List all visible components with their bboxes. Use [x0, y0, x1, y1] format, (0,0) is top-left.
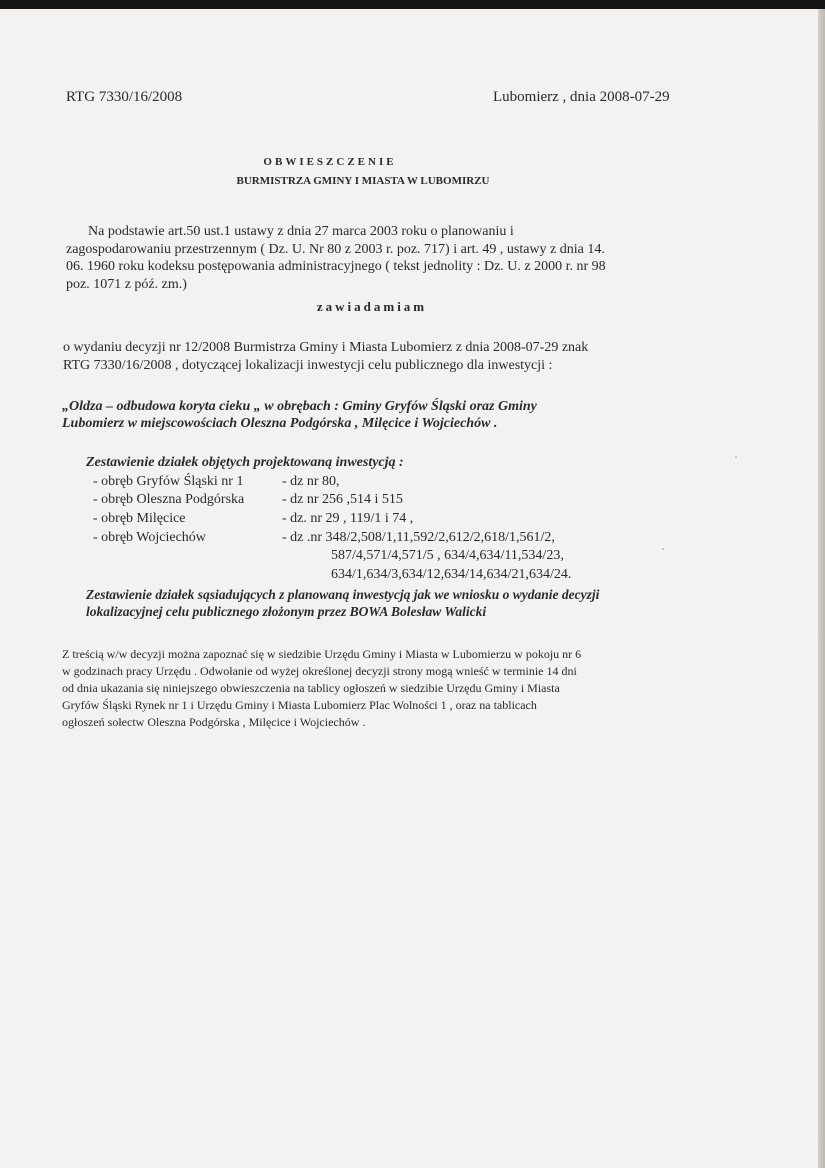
parcels-heading: Zestawienie działek objętych projektowaną inwestycją : — [86, 455, 404, 470]
parcel-area: - obręb Wojciechów — [93, 530, 206, 545]
paragraph-line: Z treścią w/w decyzji można zapoznać się w siedzibie Urzędu Gminy i Miasta w Lubomierzu w pokoju nr 6 — [62, 647, 582, 661]
project-title — [62, 398, 742, 432]
paragraph-line: zagospodarowaniu przestrzennym ( Dz. U. Nr 80 z 2003 r. poz. 717) i art. 49 , ustawy z dnia 14. — [66, 241, 605, 257]
paragraph-line: „Oldza – odbudowa koryta cieku „ w obrębach : Gminy Gryfów Śląski oraz Gminy — [62, 399, 537, 414]
paragraph-line: Zestawienie działek sąsiadujących z planowaną inwestycją jak we wniosku o wydanie decyzji — [86, 587, 600, 602]
closing-paragraph — [62, 646, 762, 731]
paragraph-line: Lubomierz w miejscowościach Oleszna Podgórska , Milęcice i Wojciechów . — [62, 416, 498, 431]
document-reference: RTG 7330/16/2008 — [66, 89, 183, 105]
legal-basis-paragraph — [66, 223, 726, 293]
neighbouring-parcels-note — [86, 586, 746, 620]
paragraph-line: lokalizacyjnej celu publicznego złożonym przez BOWA Bolesław Walicki — [86, 604, 487, 619]
paragraph-line: 06. 1960 roku kodeksu postępowania administracyjnego ( tekst jednolity : Dz. U. z 2000 r. nr 98 — [66, 259, 606, 274]
issuing-authority: BURMISTRZA GMINY I MIASTA W LUBOMIRZU — [236, 175, 490, 187]
paragraph-line: od dnia ukazania się niniejszego obwieszczenia na tablicy ogłoszeń w siedzibie Urzędu Gminy i Miasta — [62, 681, 560, 695]
parcel-plots: - dz nr 256 ,514 i 515 — [282, 492, 403, 507]
paragraph-line: Na podstawie art.50 ust.1 ustawy z dnia 27 marca 2003 roku o planowaniu i — [88, 224, 514, 239]
paragraph-line: Gryfów Śląski Rynek nr 1 i Urzędu Gminy i Miasta Lubomierz Plac Wolności 1 , oraz na tablicach — [62, 698, 537, 712]
document-title: OBWIESZCZENIE — [263, 156, 397, 168]
paragraph-line: poz. 1071 z póź. zm.) — [66, 276, 187, 292]
parcel-plots: - dz. nr 29 , 119/1 i 74 , — [282, 511, 414, 526]
paragraph-line: o wydaniu decyzji nr 12/2008 Burmistrza Gminy i Miasta Lubomierz z dnia 2008-07-29 znak — [63, 340, 589, 355]
scan-speck — [662, 548, 664, 550]
parcel-plots: - dz nr 80, — [282, 474, 340, 489]
announcement-heading: zawiadamiam — [316, 299, 428, 314]
paragraph-line: RTG 7330/16/2008 , dotyczącej lokalizacji inwestycji celu publicznego dla inwestycji : — [63, 358, 553, 373]
scan-speck — [735, 456, 737, 458]
parcel-area: - obręb Gryfów Śląski nr 1 — [93, 474, 244, 489]
paragraph-line: w godzinach pracy Urzędu . Odwołanie od wyżej określonej decyzji strony mogą wnieść w terminie 14 dni — [62, 664, 577, 678]
parcel-plots-continued: 634/1,634/3,634/12,634/14,634/21,634/24. — [331, 567, 572, 582]
parcel-plots-continued: 587/4,571/4,571/5 , 634/4,634/11,534/23, — [331, 548, 564, 563]
parcel-plots: - dz .nr 348/2,508/1,11,592/2,612/2,618/1,561/2, — [282, 530, 555, 545]
scan-top-border — [0, 0, 825, 9]
parcel-area: - obręb Milęcice — [93, 511, 186, 526]
decision-paragraph — [63, 339, 723, 375]
place-and-date: Lubomierz , dnia 2008-07-29 — [493, 89, 670, 105]
parcel-area: - obręb Oleszna Podgórska — [93, 492, 245, 507]
paragraph-line: ogłoszeń sołectw Oleszna Podgórska , Milęcice i Wojciechów . — [62, 715, 366, 729]
scan-right-edge — [818, 9, 825, 1168]
